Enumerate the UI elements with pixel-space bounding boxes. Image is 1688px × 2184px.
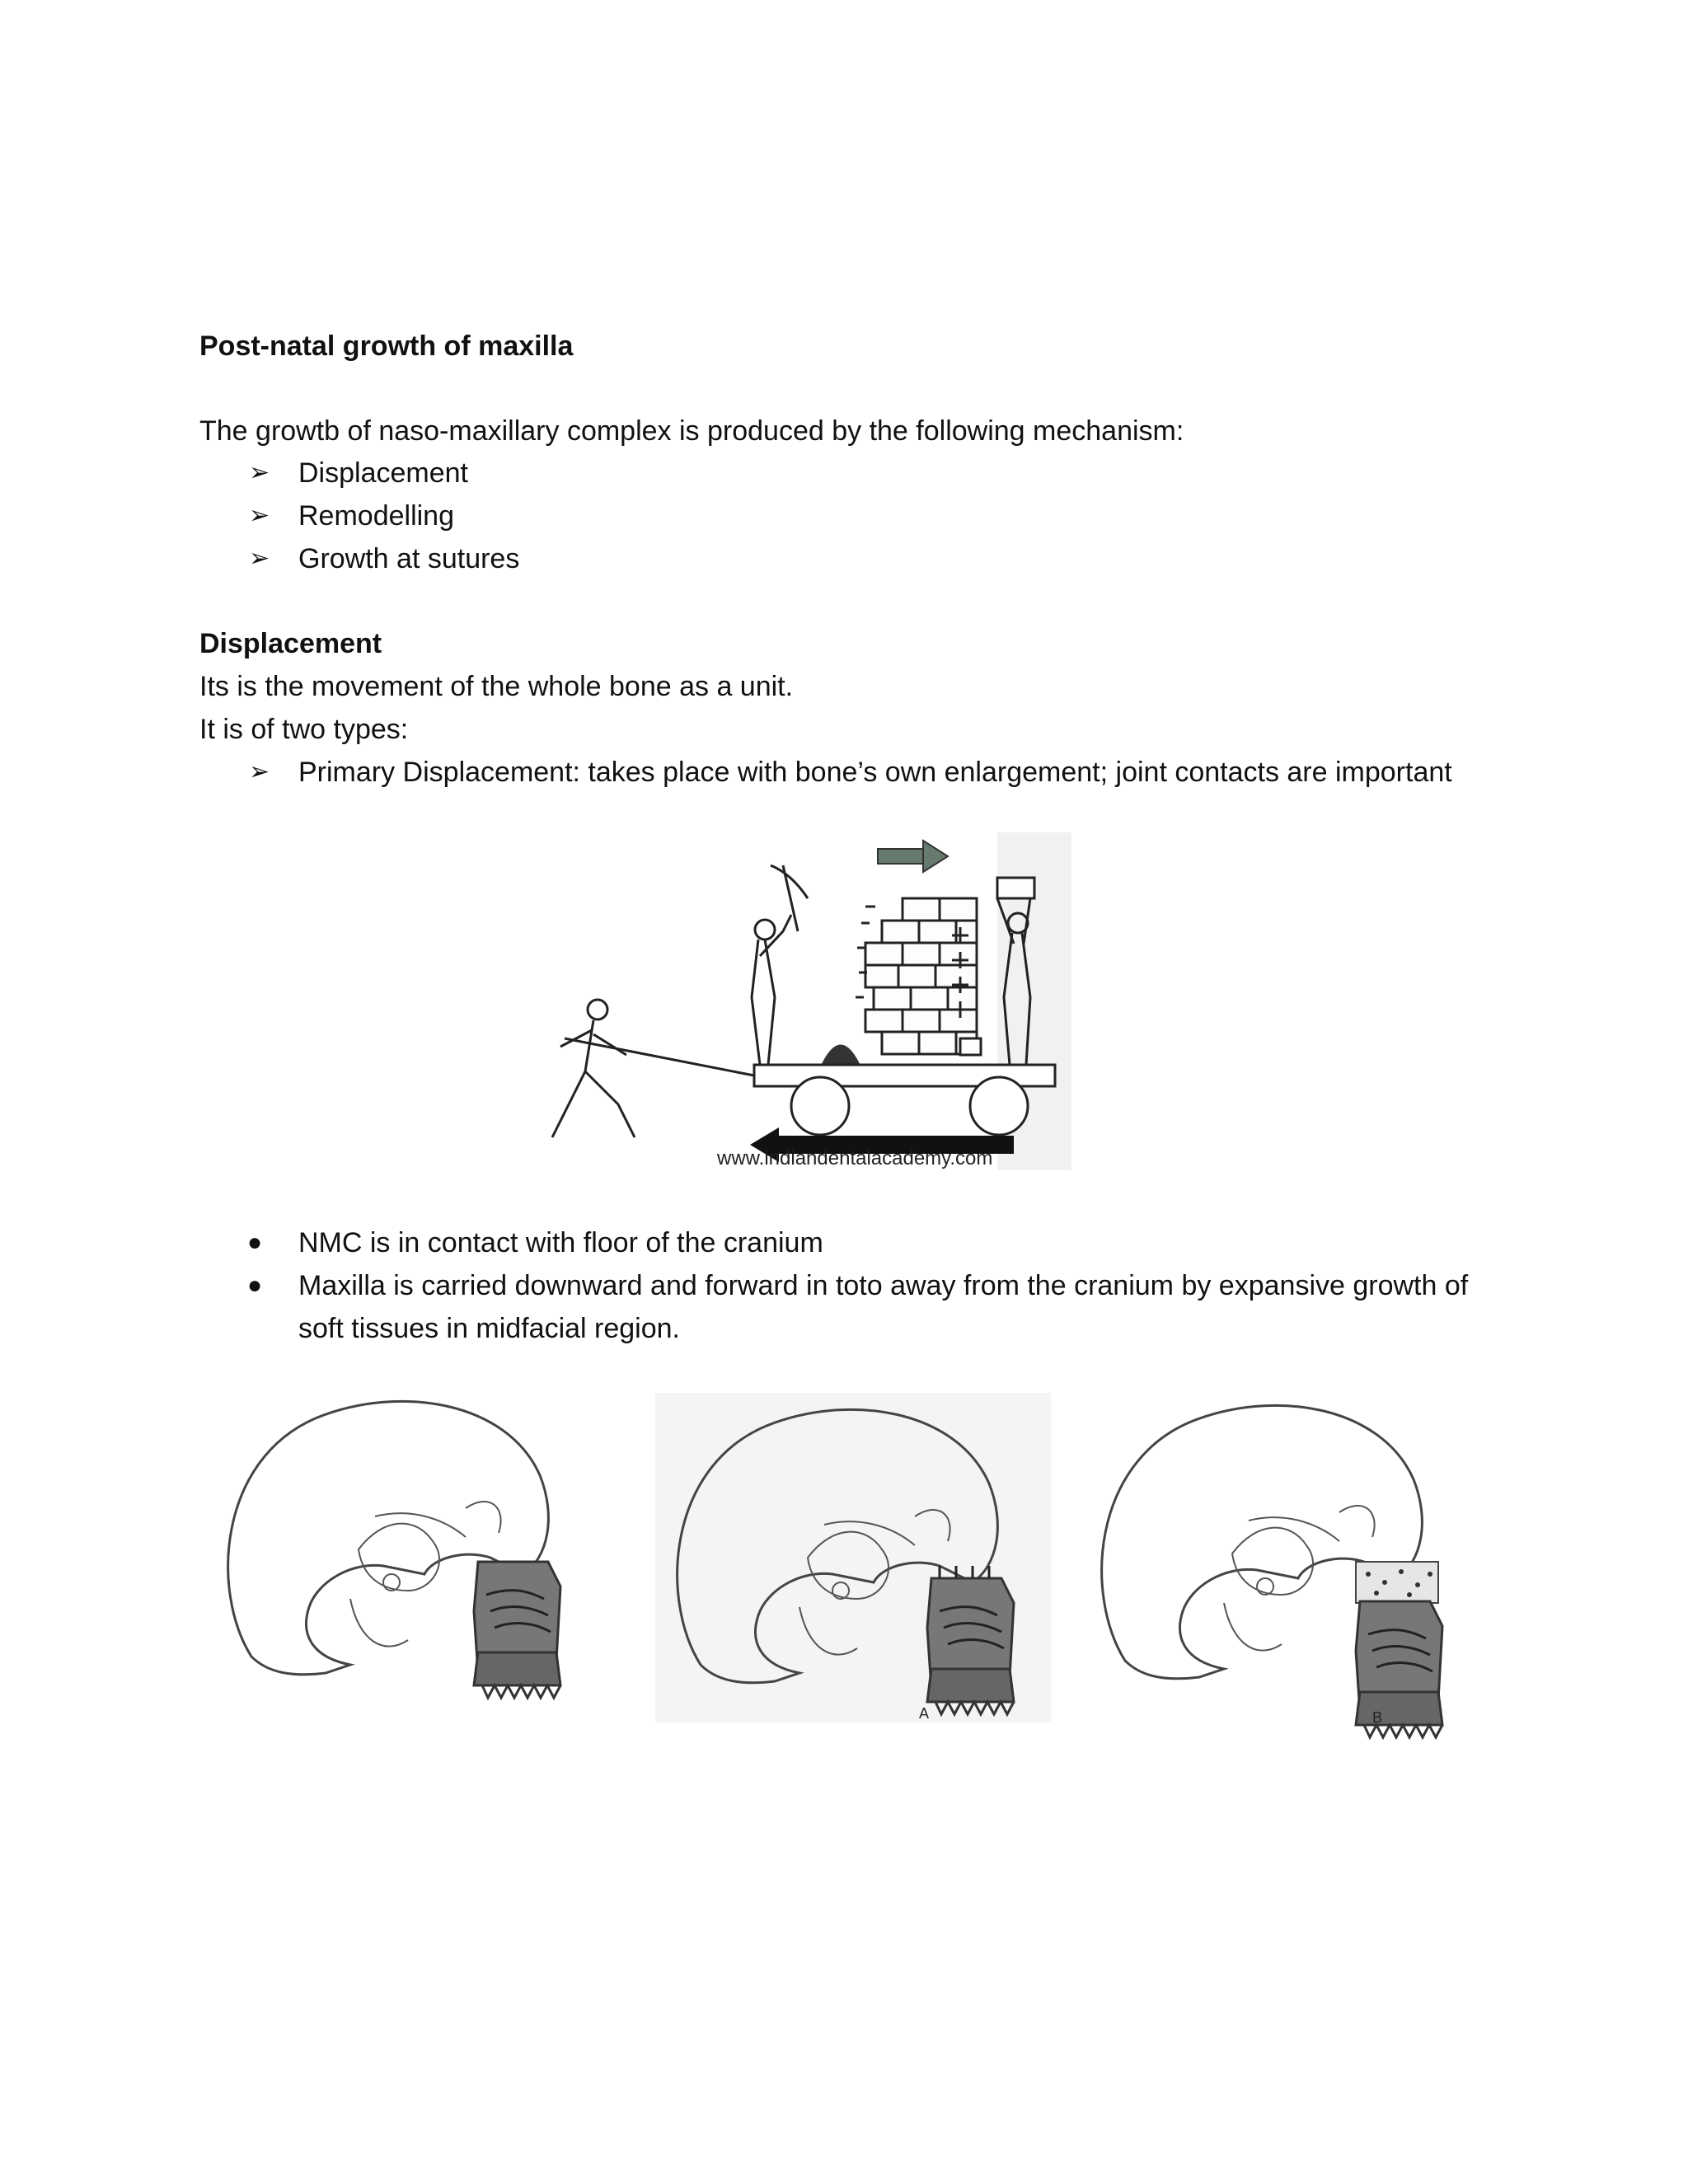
arrowhead-bullet-icon: ➢ [249,758,270,785]
list-item-label: NMC is in contact with floor of the cranium [298,1227,823,1258]
list-item-label: Primary Displacement: takes place with bone’s own enlargement; joint contacts are important [298,757,1452,788]
intro-paragraph: The growtb of naso-maxillary complex is produced by the following mechanism: [199,415,1184,447]
list-item-label: Maxilla is carried downward and forward in toto away from the cranium by expansive growth of [298,1270,1469,1301]
list-item-label: soft tissues in midfacial region. [298,1313,680,1344]
round-bullet-icon: ● [247,1229,263,1256]
list-item-label: Remodelling [298,500,454,532]
page-title: Post-natal growth of maxilla [199,330,574,362]
panel-label: B [1372,1709,1383,1726]
section-heading-displacement: Displacement [199,628,382,659]
definition-text: Its is the movement of the whole bone as a unit. [199,671,794,702]
watermark-text: www.indiandentalacademy.com [717,1147,993,1169]
arrowhead-bullet-icon: ➢ [249,502,270,529]
arrowhead-bullet-icon: ➢ [249,459,270,486]
round-bullet-icon: ● [247,1272,263,1299]
list-item-label: Displacement [298,457,468,489]
types-intro-text: It is of two types: [199,714,409,745]
arrowhead-bullet-icon: ➢ [249,545,270,572]
panel-label: A [919,1705,930,1722]
primary-displacement-illustration [536,832,1071,1170]
skull-panel-b [1102,1405,1442,1737]
list-item-label: Growth at sutures [298,543,520,574]
dotted-growth-region [1356,1562,1438,1603]
skull-displacement-illustration [210,1385,1479,1747]
skull-panel-original [228,1401,560,1698]
